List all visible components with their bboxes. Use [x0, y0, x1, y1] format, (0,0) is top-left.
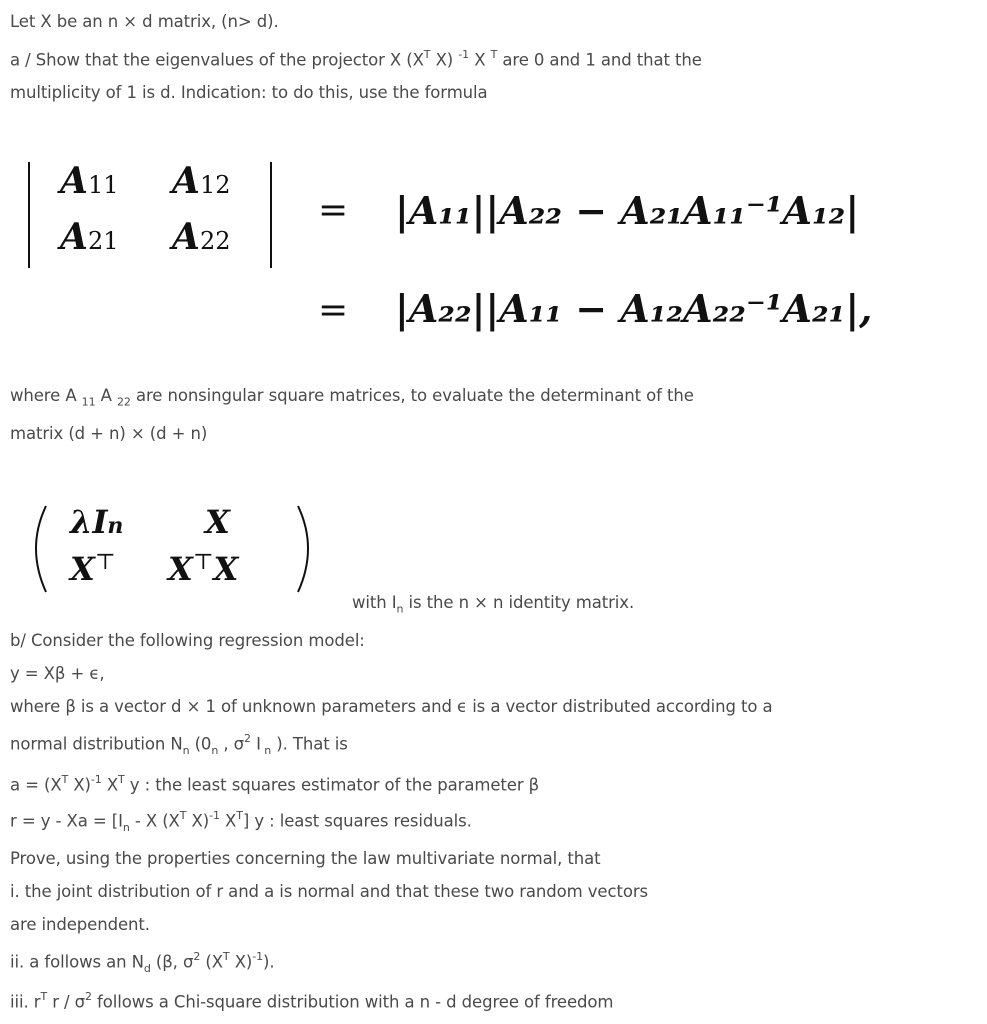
block-a22: A22: [172, 216, 231, 258]
prove-line: Prove, using the properties concerning the law multivariate normal, that: [10, 849, 601, 868]
part-b-line-4: normal distribution $N_n$ ($0_n$ , $\sigma^2$ I $_n$ ). That is: [10, 732, 348, 757]
part-b-line-1: b/ Consider the following regression model:: [10, 631, 365, 650]
part-a-end: are 0 and 1 and that the: [502, 50, 702, 70]
x-paren: X): [435, 50, 454, 70]
block-a11: A11: [60, 160, 119, 202]
matrix-X: X: [205, 503, 230, 541]
matrix-XT: X⊤: [70, 550, 116, 588]
item-i-line-1: i. the joint distribution of r and a is normal and that these two random vectors: [10, 882, 648, 901]
item-i-line-2: are independent.: [10, 915, 150, 934]
matrix-XTX: X⊤X: [168, 550, 239, 588]
equals-2: =: [318, 290, 349, 331]
identity-note: with $I_n$ is the n × n identity matrix.: [352, 593, 635, 616]
x-text: X: [469, 50, 486, 70]
block-a12: A12: [172, 160, 231, 202]
equals-1: =: [318, 190, 349, 231]
intro-line-1: Let X be an n × d matrix, (n> d).: [10, 12, 279, 31]
rhs-2: |A₂₂||A₁₁ − A₁₂A₂₂⁻¹A₂₁|,: [395, 286, 873, 331]
sup-T: T: [490, 48, 498, 61]
part-a-line: [10, 49, 702, 70]
lambda-In: λIn: [70, 503, 124, 541]
det-right-bar: [270, 162, 272, 268]
estimator-line: $a = (X^T$ X)$^{-1}$ $X^T$ y : the least squares estimator of the parameter β: [10, 773, 540, 795]
residuals-line: $r = y - Xa = [I_n - X$ ($X^T$ X)$^{-1}$ $X^T$] y : least squares residuals.: [10, 809, 472, 834]
sup-T: T: [423, 48, 431, 61]
block-a21: A21: [60, 216, 119, 258]
rhs-1: |A₁₁||A₂₂ − A₂₁A₁₁⁻¹A₁₂|: [395, 188, 860, 233]
item-iii: iii. $r^T$ r / $\sigma^2$ follows a Chi-square distribution with a n - d degree of freedom: [10, 990, 614, 1012]
item-ii: ii. a follows an $N_d$ (β, $\sigma^2$ ($X^T$ X)$^{-1}$).: [10, 950, 275, 975]
where-line-2: matrix (d + n) × (d + n): [10, 424, 208, 443]
part-b-line-3: where β is a vector d × 1 of unknown parameters and ϵ is a vector distributed according to a: [10, 697, 773, 716]
sup-neg1: -1: [458, 48, 470, 61]
part-b-model: y = Xβ + ϵ,: [10, 664, 105, 683]
intro-line-3: multiplicity of 1 is d. Indication: to do this, use the formula: [10, 83, 488, 102]
where-line-1: where A $_{11}$ A $_{22}$ are nonsingular square matrices, to evaluate the determinant of the: [10, 386, 694, 409]
det-left-bar: [28, 162, 30, 268]
part-a-text: a / Show that the eigenvalues of the projector X (X: [10, 50, 424, 70]
